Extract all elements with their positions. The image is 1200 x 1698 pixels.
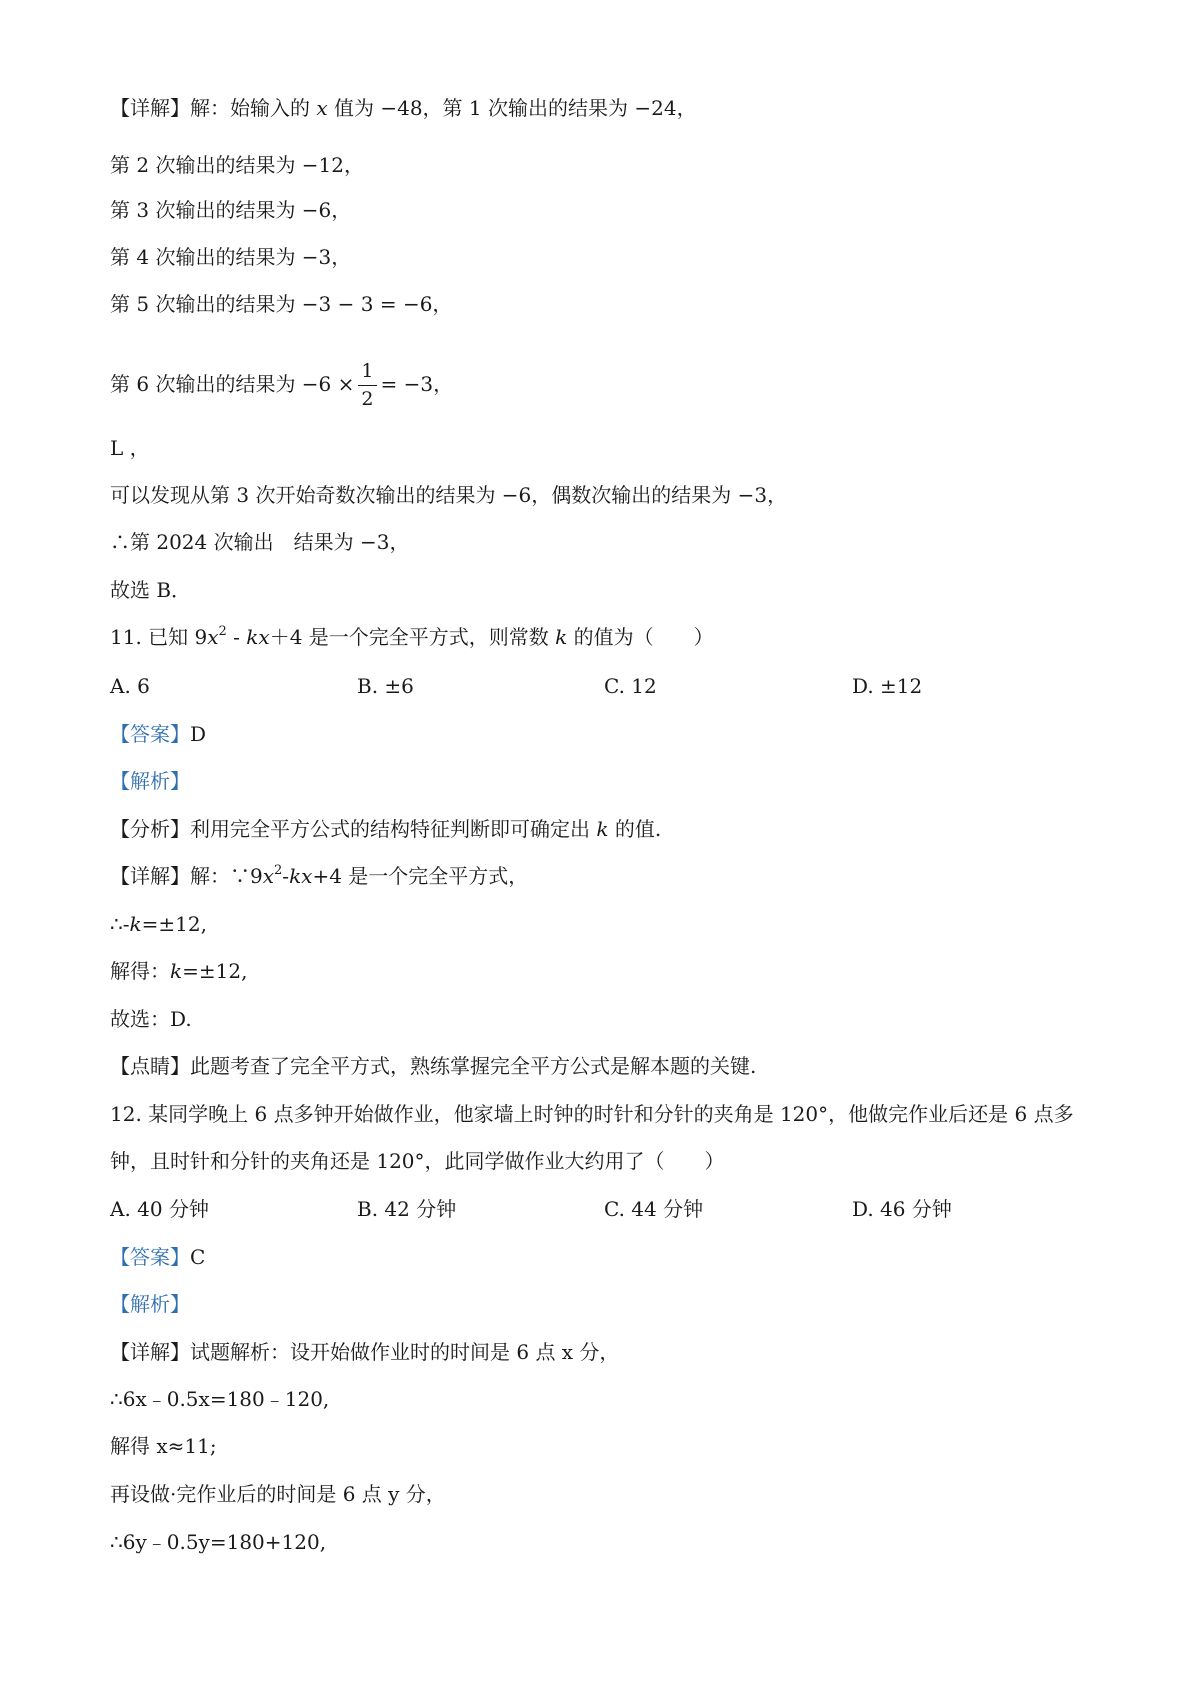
q11-step-1: ∴-k=±12, xyxy=(110,912,207,936)
q12-option-a: A. 40 分钟 xyxy=(110,1197,209,1221)
detail-line-2: 第 2 次输出的结果为 −12， xyxy=(110,153,365,177)
answer-label: 【答案】 xyxy=(110,722,190,746)
detail-line-3: 第 3 次输出的结果为 −6， xyxy=(110,198,352,222)
q12-step-4: ∴6y﹣0.5y=180+120, xyxy=(110,1530,327,1554)
q12-stem-line-1: 12. 某同学晚上 6 点多钟开始做作业，他家墙上时钟的时针和分针的夹角是 120°，他做完作业后还是 6 点多 xyxy=(110,1102,1074,1126)
detail-line-5: 第 5 次输出的结果为 −3 − 3 = −6， xyxy=(110,292,453,316)
q12-option-b: B. 42 分钟 xyxy=(357,1197,457,1221)
q12-detail: 【详解】试题解析：设开始做作业时的时间是 6 点 x 分， xyxy=(110,1340,620,1364)
q11-option-a: A. 6 xyxy=(110,674,150,698)
q12-step-2: 解得 x≈11; xyxy=(110,1434,217,1458)
q12-stem-line-2: 钟，且时针和分针的夹角还是 120°，此同学做作业大约用了（ ） xyxy=(110,1149,725,1173)
detail-line-4: 第 4 次输出的结果为 −3， xyxy=(110,245,352,269)
choose-b-line: 故选 B． xyxy=(110,578,192,602)
q11-analysis-label: 【解析】 xyxy=(110,769,190,793)
answer-value: C xyxy=(190,1245,206,1269)
q11-option-b: B. ±6 xyxy=(357,674,414,698)
q12-option-d: D. 46 分钟 xyxy=(852,1197,952,1221)
answer-value: D xyxy=(190,722,207,746)
q11-detail: 【详解】解：$\because 9x^2-kx+4$ 是一个完全平方式， xyxy=(110,863,529,888)
detail-line-1: 【详解】解：始输入的 x 值为 −48，第 1 次输出的结果为 −24， xyxy=(110,96,697,120)
answer-label: 【答案】 xyxy=(110,1245,190,1269)
q11-fenxi: 【分析】利用完全平方公式的结构特征判断即可确定出 k 的值. xyxy=(110,817,662,841)
q11-choose: 故选：D. xyxy=(110,1007,192,1031)
q12-step-3: 再设做·完作业后的时间是 6 点 y 分， xyxy=(110,1482,446,1506)
fraction-one-half: $\frac{1}{2}$ xyxy=(358,362,376,409)
q11-stem: 11. 已知 $9x^2 - kx+4$ 是一个完全平方式，则常数 k 的值为（ ） xyxy=(110,624,714,649)
q11-comment: 【点睛】此题考查了完全平方式，熟练掌握完全平方公式是解本题的关键. xyxy=(110,1054,757,1078)
q12-step-1: ∴6x﹣0.5x=180﹣120, xyxy=(110,1387,330,1411)
pattern-line: 可以发现从第 3 次开始奇数次输出的结果为 −6，偶数次输出的结果为 −3， xyxy=(110,483,788,507)
detail-line-6: 第 6 次输出的结果为 −6 × $\frac{1}{2}$ = −3， xyxy=(110,360,454,410)
q12-answer xyxy=(110,1243,205,1271)
q11-option-d: D. ±12 xyxy=(852,674,923,698)
ellipsis-line: L ， xyxy=(110,436,150,460)
q11-option-c: C. 12 xyxy=(604,674,657,698)
q12-analysis-label: 【解析】 xyxy=(110,1292,190,1316)
q11-answer xyxy=(110,720,206,748)
result-2024-line: ∴第 2024 次输出 结果为 −3， xyxy=(110,530,410,554)
q11-step-2: 解得：k=±12, xyxy=(110,959,248,983)
q12-option-c: C. 44 分钟 xyxy=(604,1197,704,1221)
